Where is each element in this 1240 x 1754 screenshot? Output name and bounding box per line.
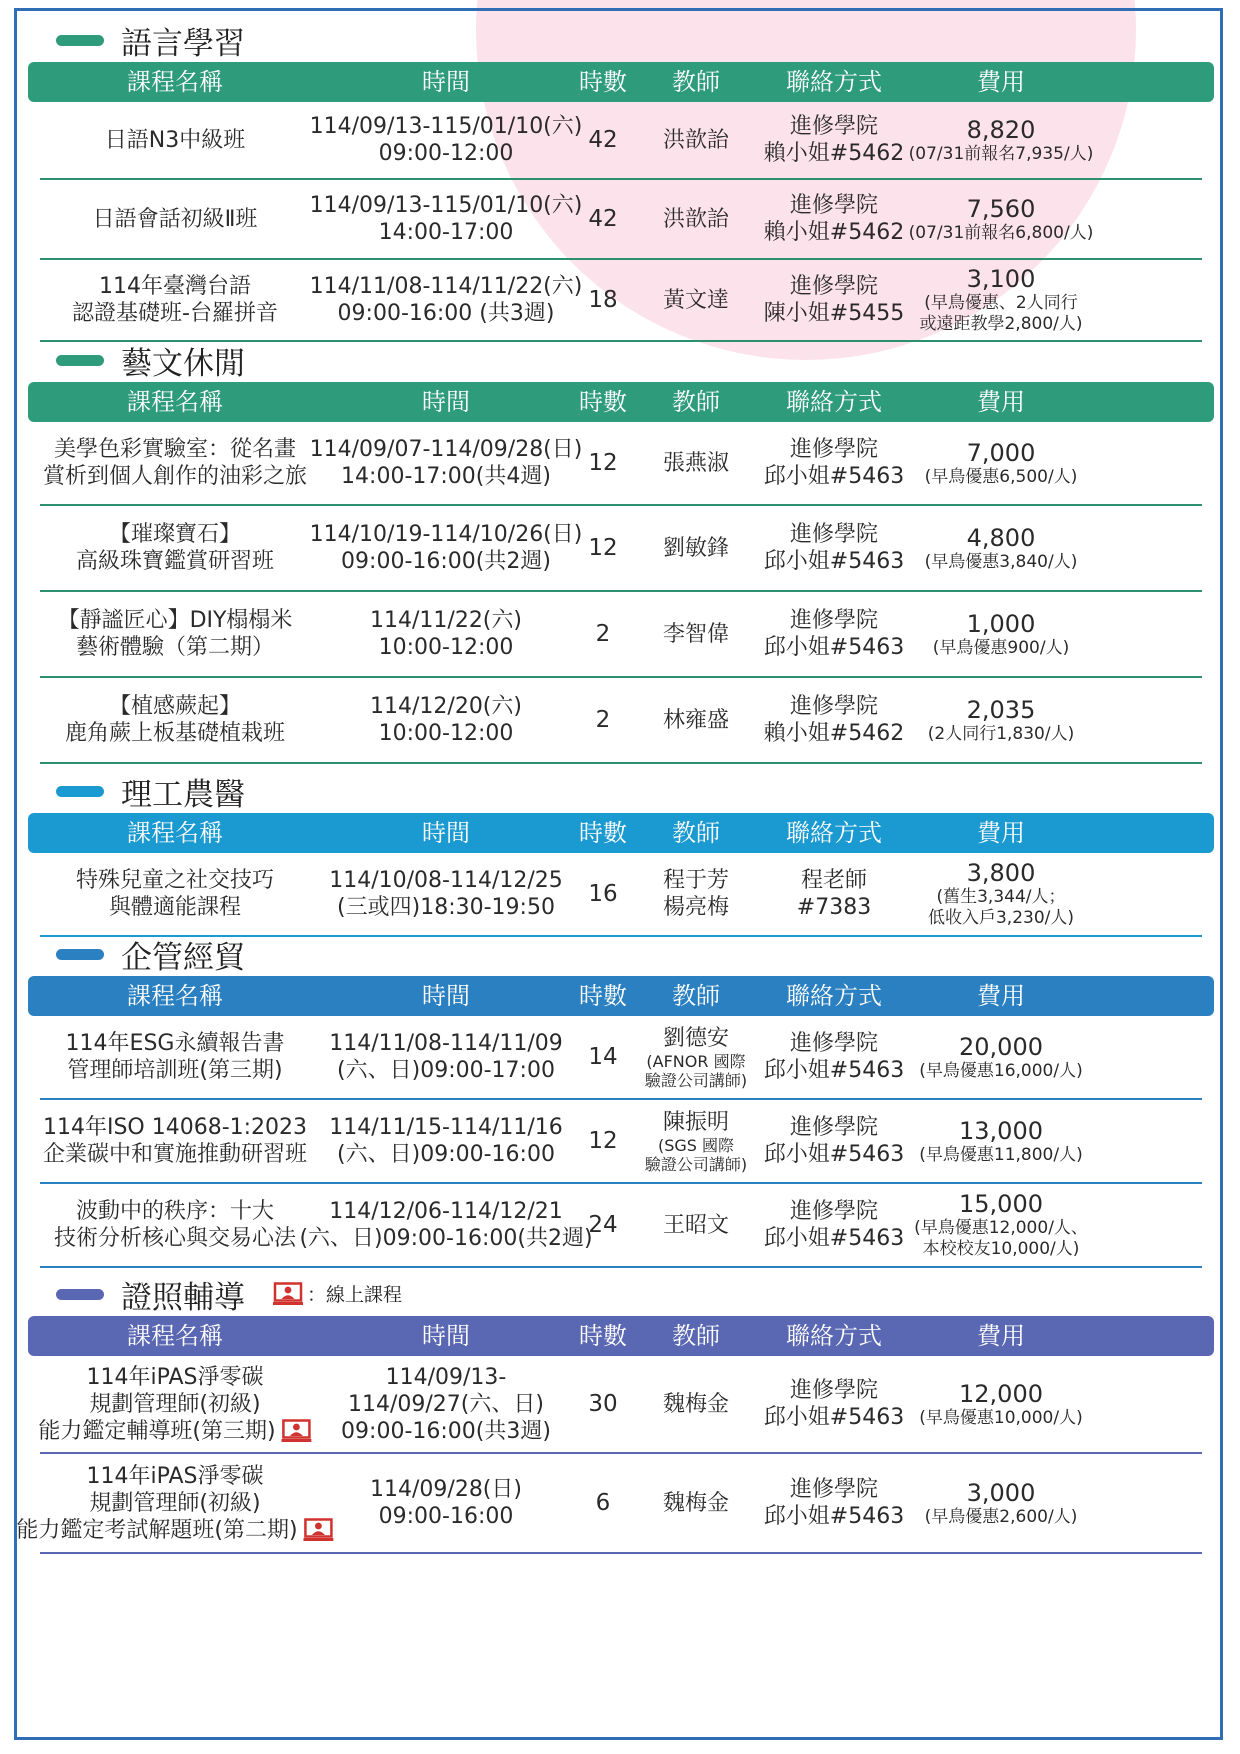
hours-value: 12: [588, 449, 618, 476]
time-line: 14:00-17:00: [378, 220, 514, 245]
time-line: 114/11/15-114/11/16: [329, 1115, 563, 1140]
teacher-line: 洪歆詒: [662, 206, 730, 232]
fee-note: (早鳥優惠6,500/人): [924, 466, 1078, 487]
table-row: [40, 260, 1202, 342]
name-line: 114年iPAS淨零碳: [86, 1463, 264, 1489]
fee-amount: 2,035: [966, 695, 1036, 724]
contact-line: 進修學院: [789, 608, 878, 633]
fee-amount: 15,000: [959, 1190, 1043, 1218]
fee-note: (早鳥優惠、2人同行: [924, 293, 1078, 313]
table-row: [40, 1356, 1202, 1454]
section-lang: [28, 16, 1214, 342]
contact-line: 賴小姐#5462: [763, 220, 905, 245]
name-line: 認證基礎班-台羅拼音: [72, 301, 278, 326]
table-header: [28, 976, 1214, 1016]
fee-amount: 3,000: [966, 1478, 1036, 1507]
cell-contact: [764, 506, 904, 590]
name-line: 技術分析核心與交易心法: [53, 1226, 297, 1251]
online-legend: [273, 1280, 402, 1307]
cell-contact: [764, 678, 904, 762]
column-header-time: 時間: [422, 819, 470, 847]
section-header: [28, 930, 1214, 976]
cell-fee: [909, 180, 1094, 258]
cell-teacher: [663, 853, 729, 935]
cell-fee: [925, 422, 1078, 504]
contact-line: 進修學院: [789, 694, 878, 719]
table-row: [40, 853, 1202, 937]
teacher-line: 王昭文: [662, 1212, 730, 1238]
cell-name: [93, 180, 258, 258]
hours-value: 2: [595, 620, 611, 647]
table-header: [28, 382, 1214, 422]
section-marker: [56, 35, 104, 46]
cell-contact: [764, 1100, 904, 1182]
cell-time: [370, 592, 522, 676]
name-line: 能力鑑定考試解題班(第二期): [16, 1517, 333, 1544]
time-line: 10:00-12:00: [378, 635, 514, 660]
cell-hours: [596, 678, 611, 762]
teacher-affiliation: 驗證公司講師): [644, 1154, 748, 1174]
name-line: 規劃管理師(初級): [89, 1391, 261, 1417]
hours-value: 16: [588, 880, 618, 907]
teacher-line: 劉德安: [662, 1025, 729, 1051]
time-line: 114/11/08-114/11/22(六): [309, 274, 583, 299]
column-header-hours: 時數: [579, 819, 627, 847]
column-header-name: 課程名稱: [127, 982, 223, 1010]
cell-teacher: [663, 260, 729, 340]
time-line: 114/09/07-114/09/28(日): [309, 437, 583, 462]
name-line: 特殊兒童之社交技巧: [75, 868, 275, 893]
table-row: [40, 678, 1202, 764]
cell-hours: [596, 1454, 611, 1552]
cell-hours: [588, 1356, 617, 1452]
time-line: 114/12/20(六): [370, 694, 522, 719]
column-header-fee: 費用: [977, 1322, 1025, 1350]
cell-name: [105, 102, 245, 178]
online-legend-label: ：線上課程: [307, 1284, 403, 1306]
cell-fee: [919, 1100, 1082, 1182]
contact-line: 進修學院: [789, 1477, 878, 1502]
column-header-hours: 時數: [579, 68, 627, 96]
section-header: [28, 1270, 1214, 1316]
contact-line: #7383: [796, 895, 872, 920]
time-line: 114/11/22(六): [370, 608, 522, 633]
cell-contact: [764, 260, 904, 340]
cell-name: [43, 1100, 307, 1182]
contact-line: 進修學院: [789, 437, 878, 462]
name-line: 藝術體驗（第二期）: [75, 635, 274, 660]
section-title: 語言學習: [121, 26, 245, 62]
contact-line: 賴小姐#5462: [763, 141, 905, 166]
contact-line: 進修學院: [789, 1115, 878, 1140]
column-header-name: 課程名稱: [127, 388, 223, 416]
table-row: [40, 1100, 1202, 1184]
cell-time: [310, 260, 583, 340]
cell-contact: [764, 1184, 904, 1266]
fee-amount: 3,800: [966, 859, 1036, 887]
name-line: 賞析到個人創作的油彩之旅: [42, 464, 308, 489]
cell-hours: [588, 422, 617, 504]
contact-line: 進修學院: [789, 193, 878, 218]
hours-value: 42: [588, 205, 618, 232]
contact-line: 邱小姐#5463: [763, 1142, 905, 1167]
name-line: 企業碳中和實施推動研習班: [42, 1142, 308, 1167]
fee-amount: 7,560: [966, 194, 1036, 223]
fee-note: (2人同行1,830/人): [927, 723, 1075, 744]
cell-contact: [764, 180, 904, 258]
fee-note: (07/31前報名7,935/人): [908, 143, 1094, 164]
contact-line: 程老師: [800, 868, 868, 893]
teacher-line: 楊亮梅: [662, 895, 730, 920]
cell-name: [66, 1016, 285, 1098]
cell-teacher: [663, 506, 729, 590]
column-header-fee: 費用: [977, 388, 1025, 416]
cell-name: [76, 853, 274, 935]
table-row: [40, 180, 1202, 260]
name-line: 日語N3中級班: [104, 127, 246, 153]
cell-time: [370, 678, 522, 762]
section-marker: [56, 1289, 104, 1300]
cell-teacher: [663, 1356, 729, 1452]
section-sci: [28, 767, 1214, 937]
table-header: [28, 813, 1214, 853]
contact-line: 邱小姐#5463: [763, 1405, 905, 1430]
cell-hours: [596, 592, 611, 676]
section-title: 理工農醫: [121, 777, 245, 813]
table-header: [28, 1316, 1214, 1356]
teacher-line: 劉敏鋒: [662, 535, 730, 561]
column-header-time: 時間: [422, 388, 470, 416]
table-row: [16, 1454, 1202, 1554]
table-row: [40, 592, 1202, 678]
fee-note: 或遠距教學2,800/人): [919, 314, 1083, 334]
name-line: 日語會話初級Ⅱ班: [92, 206, 258, 232]
table-row: [40, 422, 1202, 506]
section-header: [28, 336, 1214, 382]
name-line: 114年臺灣台語: [98, 274, 251, 299]
fee-note: (早鳥優惠12,000/人、: [914, 1218, 1088, 1238]
hours-value: 24: [588, 1211, 618, 1238]
contact-line: 賴小姐#5462: [763, 721, 905, 746]
section-marker: [56, 786, 104, 797]
fee-amount: 8,820: [966, 115, 1036, 144]
cell-teacher: [663, 422, 729, 504]
name-line: 管理師培訓班(第三期): [67, 1058, 283, 1083]
teacher-line: 張燕淑: [662, 450, 730, 476]
cell-teacher: [663, 1184, 729, 1266]
column-header-name: 課程名稱: [127, 1322, 223, 1350]
column-header-contact: 聯絡方式: [786, 68, 882, 96]
online-course-icon: [304, 1518, 334, 1542]
column-header-contact: 聯絡方式: [786, 388, 882, 416]
cell-teacher: [645, 1016, 747, 1098]
hours-value: 14: [588, 1043, 618, 1070]
cell-name: [43, 422, 307, 504]
teacher-line: 洪歆詒: [662, 127, 730, 153]
online-course-icon: [282, 1419, 312, 1443]
name-line: 114年iPAS淨零碳: [86, 1364, 264, 1390]
contact-line: 進修學院: [789, 1031, 878, 1056]
cell-hours: [588, 1100, 617, 1182]
cell-time: [299, 1184, 592, 1266]
time-line: 114/09/13-115/01/10(六): [309, 193, 583, 218]
section-biz: [28, 930, 1214, 1268]
teacher-line: 林雍盛: [662, 707, 730, 733]
cell-contact: [764, 592, 904, 676]
name-line: 【靜謐匠心】DIY榻榻米: [57, 608, 293, 633]
cell-contact: [764, 1016, 904, 1098]
column-header-teacher: 教師: [672, 982, 720, 1010]
column-header-time: 時間: [422, 68, 470, 96]
cell-fee: [919, 1016, 1082, 1098]
contact-line: 邱小姐#5463: [763, 549, 905, 574]
time-line: 10:00-12:00: [378, 721, 514, 746]
time-line: 09:00-16:00(共3週): [341, 1418, 551, 1444]
name-line: 鹿角蕨上板基礎植栽班: [64, 721, 286, 746]
hours-value: 42: [588, 126, 618, 153]
cell-name: [72, 260, 278, 340]
column-header-contact: 聯絡方式: [786, 819, 882, 847]
name-line: 【植感蕨起】: [108, 694, 242, 719]
table-row: [40, 102, 1202, 180]
time-line: 114/10/08-114/12/25: [329, 868, 563, 893]
cell-fee: [925, 1454, 1078, 1552]
cell-name: [54, 1184, 296, 1266]
contact-line: 邱小姐#5463: [763, 1058, 905, 1083]
cell-name: [65, 678, 285, 762]
section-title: 企管經貿: [121, 940, 245, 976]
time-line: 114/09/13-115/01/10(六): [309, 114, 583, 139]
cell-time: [341, 1356, 551, 1452]
time-line: (三或四)18:30-19:50: [337, 895, 555, 920]
cell-teacher: [663, 592, 729, 676]
cell-hours: [588, 1184, 617, 1266]
cell-contact: [764, 422, 904, 504]
column-header-teacher: 教師: [672, 819, 720, 847]
hours-value: 12: [588, 1127, 618, 1154]
column-header-name: 課程名稱: [127, 819, 223, 847]
teacher-line: 魏梅金: [662, 1391, 730, 1417]
table-row: [40, 1016, 1202, 1100]
contact-line: 邱小姐#5463: [763, 1226, 905, 1251]
time-line: 114/11/08-114/11/09: [329, 1031, 563, 1056]
cell-fee: [925, 506, 1078, 590]
cell-contact: [764, 1454, 904, 1552]
fee-note: 低收入戶3,230/人): [927, 908, 1075, 928]
name-line: 114年ISO 14068-1:2023: [42, 1115, 308, 1140]
cell-name: [16, 1454, 333, 1552]
section-title: 藝文休閒: [121, 346, 245, 382]
cell-hours: [588, 180, 617, 258]
teacher-line: 李智偉: [662, 621, 730, 647]
time-line: 114/09/28(日): [370, 1477, 522, 1502]
section-header: [28, 767, 1214, 813]
hours-value: 2: [595, 706, 611, 733]
cell-fee: [928, 678, 1074, 762]
cell-time: [370, 1454, 522, 1552]
teacher-line: 魏梅金: [662, 1490, 730, 1516]
name-line: 能力鑑定輔導班(第三期): [38, 1418, 311, 1445]
hours-value: 12: [588, 534, 618, 561]
contact-line: 邱小姐#5463: [763, 1504, 905, 1529]
cell-fee: [914, 1184, 1088, 1266]
fee-note: (舊生3,344/人；: [936, 887, 1066, 907]
teacher-line: 程于芳: [662, 868, 730, 893]
time-line: 114/09/27(六、日): [348, 1391, 544, 1417]
column-header-teacher: 教師: [672, 68, 720, 96]
column-header-name: 課程名稱: [127, 68, 223, 96]
fee-note: 本校校友10,000/人): [922, 1239, 1080, 1259]
cell-time: [310, 102, 583, 178]
column-header-time: 時間: [422, 1322, 470, 1350]
column-header-hours: 時數: [579, 982, 627, 1010]
contact-line: 進修學院: [789, 114, 878, 139]
table-row: [40, 1184, 1202, 1268]
cell-teacher: [663, 678, 729, 762]
cell-time: [310, 422, 583, 504]
hours-value: 18: [588, 286, 618, 313]
teacher-affiliation: 驗證公司講師): [644, 1070, 748, 1090]
cell-time: [329, 853, 563, 935]
fee-note: (07/31前報名6,800/人): [908, 222, 1094, 243]
contact-line: 邱小姐#5463: [763, 635, 905, 660]
fee-amount: 20,000: [959, 1032, 1043, 1061]
name-line: 與體適能課程: [108, 895, 242, 920]
time-line: (六、日)09:00-16:00: [337, 1142, 555, 1167]
teacher-affiliation: (SGS 國際: [657, 1135, 735, 1155]
cell-fee: [933, 592, 1069, 676]
cell-time: [329, 1100, 563, 1182]
contact-line: 進修學院: [789, 522, 878, 547]
section-marker: [56, 949, 104, 960]
cell-fee: [919, 1356, 1082, 1452]
time-line: 09:00-12:00: [378, 141, 514, 166]
fee-amount: 3,100: [966, 265, 1036, 293]
name-line: 【璀璨寶石】: [108, 522, 242, 547]
cell-name: [38, 1356, 311, 1452]
column-header-contact: 聯絡方式: [786, 982, 882, 1010]
cell-teacher: [663, 180, 729, 258]
fee-amount: 12,000: [959, 1379, 1043, 1408]
cell-name: [76, 506, 274, 590]
time-line: 09:00-16:00(共2週): [341, 549, 551, 574]
fee-note: (早鳥優惠3,840/人): [924, 551, 1078, 572]
cell-hours: [588, 102, 617, 178]
teacher-line: 陳振明: [662, 1109, 729, 1135]
cell-hours: [588, 260, 617, 340]
cell-teacher: [663, 102, 729, 178]
column-header-teacher: 教師: [672, 388, 720, 416]
teacher-affiliation: (AFNOR 國際: [646, 1051, 746, 1071]
name-line: 高級珠寶鑑賞研習班: [75, 549, 275, 574]
section-cert: [16, 1270, 1214, 1554]
fee-note: (早鳥優惠900/人): [932, 637, 1070, 658]
time-line: 114/10/19-114/10/26(日): [309, 522, 583, 547]
contact-line: 邱小姐#5463: [763, 464, 905, 489]
name-line: 美學色彩實驗室：從名畫: [53, 437, 297, 462]
section-title: 證照輔導: [121, 1280, 245, 1316]
fee-amount: 7,000: [966, 438, 1036, 467]
section-header: [28, 16, 1214, 62]
cell-contact: [797, 853, 871, 935]
time-line: (六、日)09:00-17:00: [337, 1058, 555, 1083]
cell-name: [58, 592, 293, 676]
table-row: [40, 506, 1202, 592]
name-line: 114年ESG永續報告書: [65, 1031, 285, 1056]
section-arts: [28, 336, 1214, 764]
cell-teacher: [663, 1454, 729, 1552]
fee-note: (早鳥優惠2,600/人): [924, 1506, 1078, 1527]
cell-contact: [764, 102, 904, 178]
hours-value: 6: [595, 1489, 611, 1516]
cell-contact: [764, 1356, 904, 1452]
cell-hours: [588, 506, 617, 590]
hours-value: 30: [588, 1390, 618, 1417]
contact-line: 陳小姐#5455: [763, 301, 905, 326]
column-header-fee: 費用: [977, 982, 1025, 1010]
column-header-hours: 時數: [579, 388, 627, 416]
fee-note: (早鳥優惠10,000/人): [919, 1407, 1083, 1428]
time-line: 114/12/06-114/12/21: [329, 1199, 563, 1224]
cell-teacher: [645, 1100, 747, 1182]
teacher-line: 黃文達: [662, 287, 730, 313]
contact-line: 進修學院: [789, 1199, 878, 1224]
cell-time: [310, 180, 583, 258]
fee-amount: 1,000: [966, 609, 1036, 638]
column-header-hours: 時數: [579, 1322, 627, 1350]
cell-fee: [919, 260, 1082, 340]
column-header-fee: 費用: [977, 68, 1025, 96]
fee-amount: 13,000: [959, 1116, 1043, 1145]
cell-fee: [909, 102, 1094, 178]
online-course-icon: [273, 1282, 303, 1306]
time-line: 114/09/13-: [385, 1364, 507, 1390]
cell-time: [310, 506, 583, 590]
name-line: 波動中的秩序：十大: [75, 1199, 275, 1224]
cell-hours: [588, 853, 617, 935]
table-header: [28, 62, 1214, 102]
time-line: (六、日)09:00-16:00(共2週): [299, 1226, 593, 1251]
column-header-time: 時間: [422, 982, 470, 1010]
column-header-teacher: 教師: [672, 1322, 720, 1350]
column-header-fee: 費用: [977, 819, 1025, 847]
cell-hours: [588, 1016, 617, 1098]
contact-line: 進修學院: [789, 1378, 878, 1403]
time-line: 14:00-17:00(共4週): [341, 464, 551, 489]
fee-note: (早鳥優惠16,000/人): [919, 1060, 1083, 1081]
cell-fee: [928, 853, 1074, 935]
contact-line: 進修學院: [789, 274, 878, 299]
section-marker: [56, 355, 104, 366]
column-header-contact: 聯絡方式: [786, 1322, 882, 1350]
time-line: 09:00-16:00 (共3週): [337, 301, 555, 326]
fee-amount: 4,800: [966, 523, 1036, 552]
name-line: 規劃管理師(初級): [89, 1490, 261, 1516]
time-line: 09:00-16:00: [378, 1504, 514, 1529]
fee-note: (早鳥優惠11,800/人): [919, 1144, 1083, 1165]
cell-time: [329, 1016, 563, 1098]
